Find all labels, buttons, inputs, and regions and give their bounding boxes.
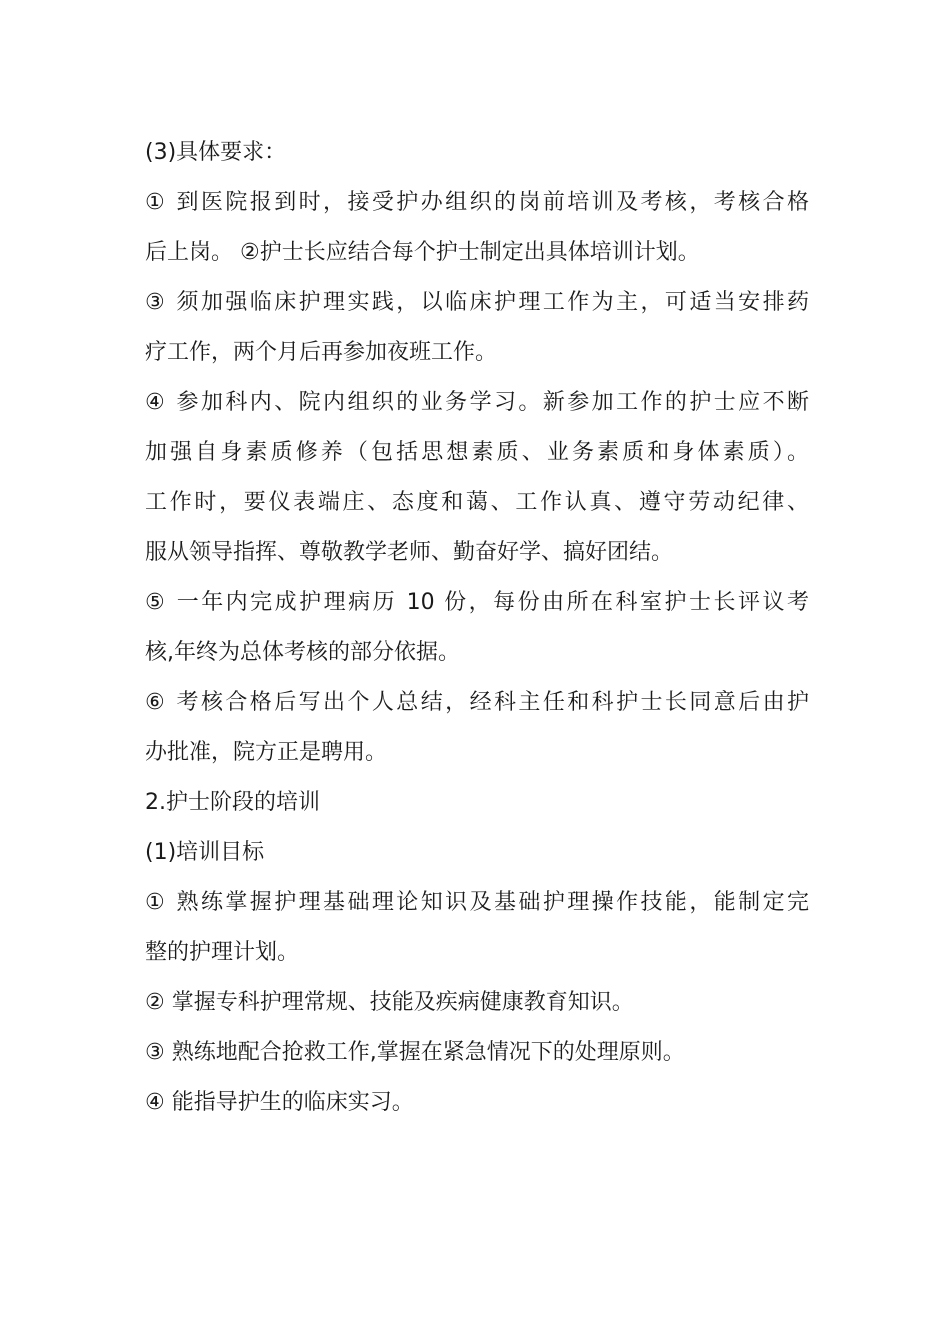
paragraph-line: 核,年终为总体考核的部分依据。 bbox=[145, 640, 460, 665]
paragraph-line: 工作时，要仪表端庄、态度和蔼、工作认真、遵守劳动纪律、 bbox=[145, 490, 809, 515]
paragraph-line: ④ 能指导护生的临床实习。 bbox=[145, 1090, 414, 1115]
paragraph-line: ① 熟练掌握护理基础理论知识及基础护理操作技能，能制定完 bbox=[145, 890, 809, 915]
paragraph-line: ④ 参加科内、院内组织的业务学习。新参加工作的护士应不断 bbox=[145, 390, 809, 415]
paragraph-line: 服从领导指挥、尊敬教学老师、勤奋好学、搞好团结。 bbox=[145, 540, 674, 565]
paragraph-line: 疗工作，两个月后再参加夜班工作。 bbox=[145, 340, 498, 365]
section-heading-nurse-stage-training: 2.护士阶段的培训 bbox=[145, 790, 320, 815]
paragraph-line: 后上岗。 ②护士长应结合每个护士制定出具体培训计划。 bbox=[145, 240, 700, 265]
paragraph-line: ① 到医院报到时，接受护办组织的岗前培训及考核，考核合格 bbox=[145, 190, 809, 215]
subheading-specific-requirements: (3)具体要求： bbox=[145, 140, 287, 165]
paragraph-line: 办批准，院方正是聘用。 bbox=[145, 740, 388, 765]
paragraph-line: ② 掌握专科护理常规、技能及疾病健康教育知识。 bbox=[145, 990, 634, 1015]
paragraph-line: ③ 须加强临床护理实践，以临床护理工作为主，可适当安排药 bbox=[145, 290, 809, 315]
document-body bbox=[145, 128, 809, 1128]
paragraph-line: ⑤ 一年内完成护理病历 10 份，每份由所在科室护士长评议考 bbox=[145, 590, 809, 615]
paragraph-line: ③ 熟练地配合抢救工作,掌握在紧急情况下的处理原则。 bbox=[145, 1040, 685, 1065]
subheading-training-goals: (1)培训目标 bbox=[145, 840, 265, 865]
paragraph-line: 加强自身素质修养（包括思想素质、业务素质和身体素质）。 bbox=[145, 440, 809, 465]
paragraph-line: ⑥ 考核合格后写出个人总结，经科主任和科护士长同意后由护 bbox=[145, 690, 809, 715]
paragraph-line: 整的护理计划。 bbox=[145, 940, 300, 965]
